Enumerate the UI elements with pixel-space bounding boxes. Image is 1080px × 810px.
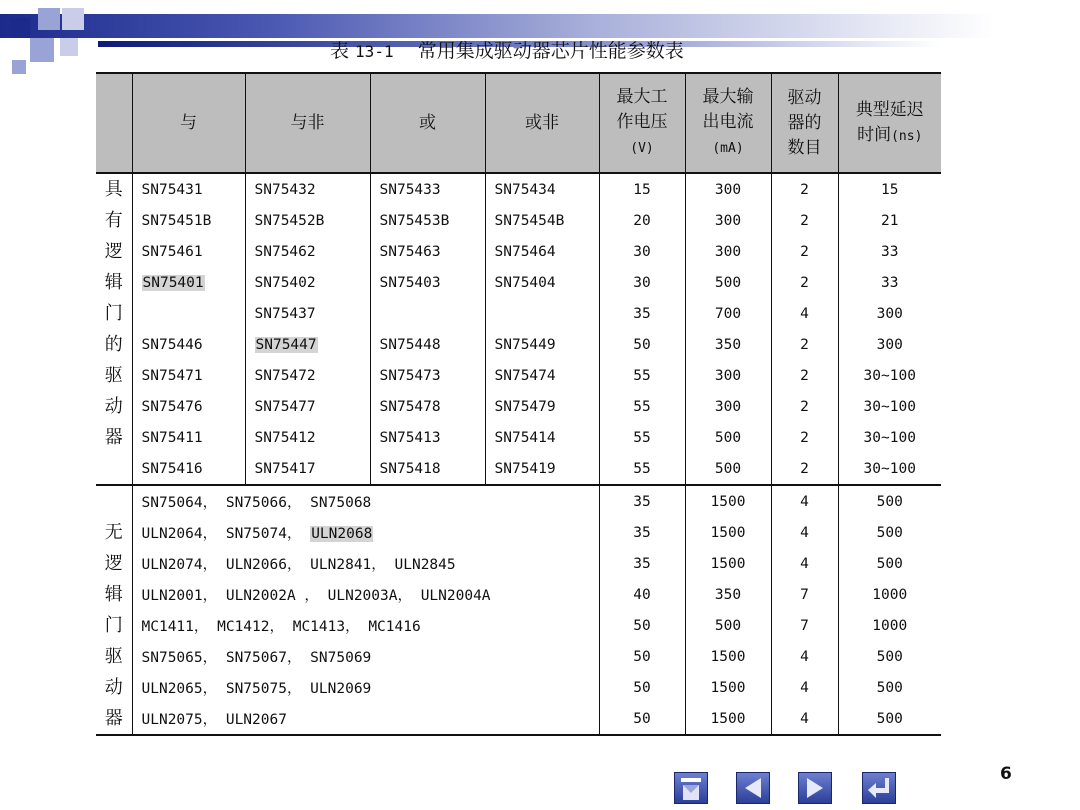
table-row (96, 672, 941, 703)
cell-and (132, 267, 245, 298)
cell-drivers: 2 (771, 360, 838, 391)
cell-delay: 500 (838, 548, 941, 579)
header-voltage-l1: 最大工 (616, 87, 668, 107)
header-current-unit: (mA) (712, 141, 744, 156)
cell-nand: SN75477 (245, 391, 370, 422)
cell-and: SN75451B (132, 205, 245, 236)
cell-current: 350 (685, 329, 771, 360)
cell-or: SN75478 (370, 391, 485, 422)
cell-models: SN75064， SN75066， SN75068 (132, 485, 599, 517)
cell-drivers: 2 (771, 205, 838, 236)
title-number: 13-1 (355, 42, 394, 61)
cell-nand: SN75462 (245, 236, 370, 267)
cell-voltage: 50 (599, 641, 685, 672)
cell-drivers: 2 (771, 391, 838, 422)
cell-voltage: 55 (599, 391, 685, 422)
decor-square (62, 8, 84, 30)
cell-drivers: 2 (771, 329, 838, 360)
highlighted-model: ULN2068 (311, 526, 373, 542)
cell-voltage: 35 (599, 517, 685, 548)
cell-current: 500 (685, 267, 771, 298)
cell-and: SN75416 (132, 453, 245, 485)
decor-square (38, 8, 60, 30)
cell-delay: 15 (838, 173, 941, 205)
header-nand: 与非 (245, 73, 370, 173)
cell-delay: 500 (838, 517, 941, 548)
table-row (96, 173, 941, 205)
decor-square (30, 38, 54, 62)
header-group-col (96, 73, 132, 173)
header-current-l1: 最大输 (702, 87, 754, 107)
table-row (96, 298, 941, 329)
cell-nand: SN75412 (245, 422, 370, 453)
cell-delay: 300 (838, 298, 941, 329)
cell-voltage: 50 (599, 610, 685, 641)
cell-or: SN75473 (370, 360, 485, 391)
cell-current: 350 (685, 579, 771, 610)
header-nor: 或非 (485, 73, 599, 173)
cell-nand (245, 329, 370, 360)
header-delay-l2: 时间 (857, 124, 892, 145)
table-row (96, 236, 941, 267)
cell-voltage: 20 (599, 205, 685, 236)
decor-square (60, 38, 78, 56)
cell-voltage: 50 (599, 672, 685, 703)
models-text: ULN2064， SN75074， (141, 526, 311, 542)
cell-current: 300 (685, 360, 771, 391)
cell-drivers: 4 (771, 703, 838, 735)
cell-nor: SN75464 (485, 236, 599, 267)
cell-and: SN75476 (132, 391, 245, 422)
table-row (96, 703, 941, 735)
prev-icon (737, 773, 769, 803)
cell-models: MC1411， MC1412， MC1413， MC1416 (132, 610, 599, 641)
cell-current: 300 (685, 391, 771, 422)
cell-or: SN75453B (370, 205, 485, 236)
cell-delay: 300 (838, 329, 941, 360)
cell-current: 500 (685, 610, 771, 641)
cell-and: SN75471 (132, 360, 245, 391)
cell-current: 500 (685, 453, 771, 485)
table-row (96, 579, 941, 610)
cell-current: 700 (685, 298, 771, 329)
page-number: 6 (1000, 764, 1012, 784)
cell-delay: 30~100 (838, 360, 941, 391)
return-button[interactable] (862, 772, 896, 804)
header-delay-unit: (ns) (891, 128, 923, 144)
cell-delay: 1000 (838, 579, 941, 610)
header-current (685, 73, 771, 173)
table-row (96, 422, 941, 453)
cell-current: 1500 (685, 548, 771, 579)
cell-voltage: 15 (599, 173, 685, 205)
highlighted-model: SN75447 (255, 336, 317, 353)
prev-button[interactable] (736, 772, 770, 804)
header-and: 与 (132, 73, 245, 173)
table-row (96, 360, 941, 391)
cell-models: ULN2075， ULN2067 (132, 703, 599, 735)
header-row (96, 73, 941, 173)
cell-drivers: 4 (771, 641, 838, 672)
cell-nor: SN75404 (485, 267, 599, 298)
decor-square (10, 18, 30, 38)
header-voltage-l2: 作电压 (616, 112, 668, 132)
cell-or: SN75433 (370, 173, 485, 205)
cell-models (132, 517, 599, 548)
table-row (96, 205, 941, 236)
cell-nor (485, 298, 599, 329)
cell-nor: SN75434 (485, 173, 599, 205)
cell-delay: 500 (838, 485, 941, 517)
table-row (96, 485, 941, 517)
header-voltage (599, 73, 685, 173)
header-voltage-unit: (V) (630, 141, 654, 156)
table-row (96, 548, 941, 579)
cell-current: 500 (685, 422, 771, 453)
next-button[interactable] (798, 772, 832, 804)
cell-delay: 500 (838, 641, 941, 672)
cell-current: 1500 (685, 703, 771, 735)
table-row (96, 453, 941, 485)
cell-voltage: 35 (599, 548, 685, 579)
table-row (96, 641, 941, 672)
highlighted-model: SN75401 (142, 274, 204, 291)
cell-or: SN75463 (370, 236, 485, 267)
table-row (96, 391, 941, 422)
cell-or: SN75448 (370, 329, 485, 360)
title-prefix: 表 (330, 40, 356, 62)
group-label-logic: 具有逻辑门的驱动器 (96, 173, 132, 485)
cell-and: SN75411 (132, 422, 245, 453)
decor-square (12, 60, 26, 74)
title-text: 常用集成驱动器芯片性能参数表 (417, 40, 684, 62)
cell-delay: 500 (838, 703, 941, 735)
cell-and: SN75431 (132, 173, 245, 205)
cell-delay: 33 (838, 236, 941, 267)
cell-current: 300 (685, 205, 771, 236)
cell-nor: SN75449 (485, 329, 599, 360)
cell-drivers: 2 (771, 173, 838, 205)
cell-current: 1500 (685, 641, 771, 672)
cell-or: SN75403 (370, 267, 485, 298)
cell-current: 1500 (685, 517, 771, 548)
header-drivers-l3: 数目 (787, 137, 822, 158)
cell-nand: SN75417 (245, 453, 370, 485)
cell-drivers: 4 (771, 672, 838, 703)
cell-voltage: 55 (599, 360, 685, 391)
cell-delay: 30~100 (838, 422, 941, 453)
cell-and: SN75446 (132, 329, 245, 360)
cell-voltage: 40 (599, 579, 685, 610)
header-current-l2: 出电流 (702, 112, 754, 132)
table-row (96, 517, 941, 548)
header-gradient-bar (0, 14, 1080, 38)
cell-delay: 1000 (838, 610, 941, 641)
cell-voltage: 55 (599, 453, 685, 485)
cell-or: SN75413 (370, 422, 485, 453)
home-icon (675, 773, 707, 803)
cell-drivers: 7 (771, 579, 838, 610)
table-row (96, 267, 941, 298)
cell-nand: SN75402 (245, 267, 370, 298)
cell-nor: SN75479 (485, 391, 599, 422)
cell-nand: SN75452B (245, 205, 370, 236)
header-drivers-l2: 器的 (787, 112, 822, 133)
header-drivers (771, 73, 838, 173)
cell-or: SN75418 (370, 453, 485, 485)
table-row (96, 329, 941, 360)
home-button[interactable] (674, 772, 708, 804)
cell-voltage: 35 (599, 298, 685, 329)
driver-spec-table (96, 72, 941, 736)
cell-models: SN75065， SN75067， SN75069 (132, 641, 599, 672)
table-row (96, 610, 941, 641)
cell-delay: 21 (838, 205, 941, 236)
cell-drivers: 2 (771, 267, 838, 298)
cell-voltage: 50 (599, 703, 685, 735)
cell-delay: 30~100 (838, 453, 941, 485)
cell-drivers: 4 (771, 548, 838, 579)
cell-voltage: 35 (599, 485, 685, 517)
next-icon (799, 773, 831, 803)
header-drivers-l1: 驱动 (787, 87, 822, 108)
cell-voltage: 55 (599, 422, 685, 453)
cell-voltage: 50 (599, 329, 685, 360)
cell-models: ULN2065， SN75075， ULN2069 (132, 672, 599, 703)
header-delay (838, 73, 941, 173)
cell-nor: SN75474 (485, 360, 599, 391)
cell-voltage: 30 (599, 267, 685, 298)
cell-current: 300 (685, 173, 771, 205)
cell-drivers: 4 (771, 298, 838, 329)
cell-nand: SN75432 (245, 173, 370, 205)
cell-and (132, 298, 245, 329)
cell-models: ULN2074， ULN2066， ULN2841， ULN2845 (132, 548, 599, 579)
cell-drivers: 2 (771, 236, 838, 267)
cell-drivers: 2 (771, 422, 838, 453)
cell-voltage: 30 (599, 236, 685, 267)
cell-or (370, 298, 485, 329)
table-title (330, 36, 790, 66)
cell-current: 300 (685, 236, 771, 267)
cell-nor: SN75419 (485, 453, 599, 485)
cell-and: SN75461 (132, 236, 245, 267)
header-delay-l1: 典型延迟 (855, 99, 924, 120)
cell-nand: SN75472 (245, 360, 370, 391)
cell-drivers: 4 (771, 485, 838, 517)
cell-drivers: 2 (771, 453, 838, 485)
cell-nand: SN75437 (245, 298, 370, 329)
cell-drivers: 7 (771, 610, 838, 641)
cell-delay: 33 (838, 267, 941, 298)
cell-delay: 500 (838, 672, 941, 703)
cell-delay: 30~100 (838, 391, 941, 422)
cell-nor: SN75414 (485, 422, 599, 453)
cell-current: 1500 (685, 672, 771, 703)
cell-current: 1500 (685, 485, 771, 517)
return-icon (863, 773, 895, 803)
cell-models: ULN2001， ULN2002A ， ULN2003A， ULN2004A (132, 579, 599, 610)
cell-drivers: 4 (771, 517, 838, 548)
cell-nor: SN75454B (485, 205, 599, 236)
group-label-nologic: 无逻辑门驱动器 (96, 485, 132, 735)
header-or: 或 (370, 73, 485, 173)
